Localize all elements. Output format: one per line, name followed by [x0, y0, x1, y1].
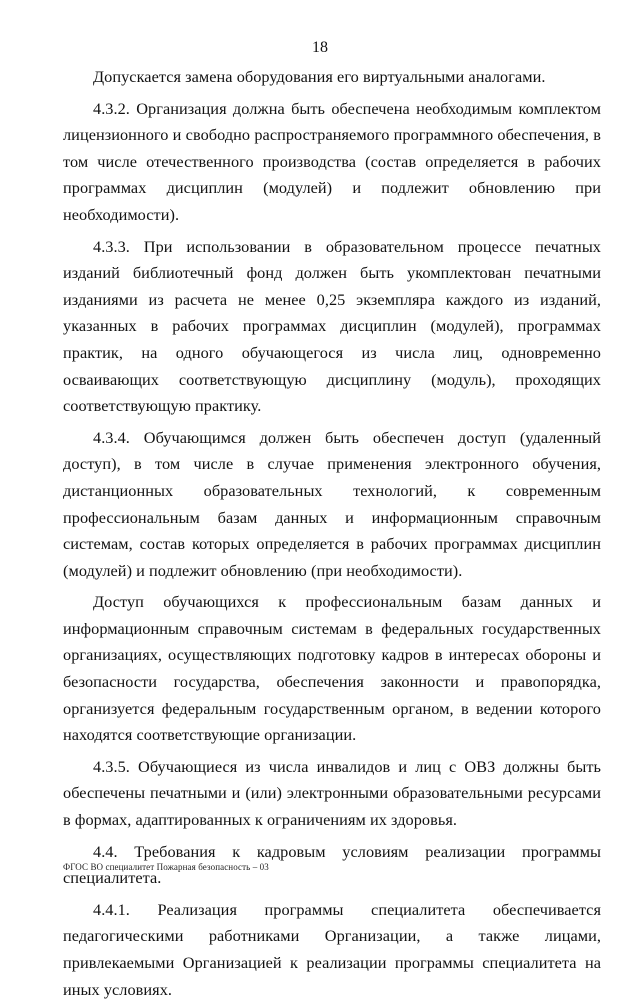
- paragraph-4-3-4: 4.3.4. Обучающимся должен быть обеспечен доступ (удаленный доступ), в том числе в случае применения электронного обучения, дистанционных образовательных технологий, к современным профессиональным базам данных и информационным справочным системам, состав которых определяется в рабочих программах дисциплин (модулей) и подлежит обновлению (при необходимости).: [63, 427, 601, 580]
- page-number: 18: [312, 39, 328, 56]
- paragraph-equipment-replacement: Допускается замена оборудования его виртуальными аналогами.: [93, 67, 546, 86]
- paragraph-4-4: 4.4. Требования к кадровым условиям реализации программы специалитета.: [63, 841, 601, 888]
- footer-text: ФГОС ВО специалитет Пожарная безопасность – 03: [63, 862, 269, 872]
- paragraph-access-databases: Доступ обучающихся к профессиональным базам данных и информационным справочным системам в федеральных государственных организациях, осуществляющих подготовку кадров в интересах обороны и безопасности государства, обеспечения законности и правопорядка, организуется федеральным государственным органом, в ведении которого находятся соответствующие организации.: [63, 592, 601, 745]
- paragraph-4-3-5: 4.3.5. Обучающиеся из числа инвалидов и лиц с ОВЗ должны быть обеспечены печатными и (или) электронными образовательными ресурсами в формах, адаптированных к ограничениям их здоровья.: [63, 756, 601, 830]
- paragraph-4-3-3: 4.3.3. При использовании в образовательном процессе печатных изданий библиотечный фонд должен быть укомплектован печатными изданиями из расчета не менее 0,25 экземпляра каждого из изданий, указанных в рабочих программах дисциплин (модулей), программах практик, на одного обучающегося из числа лиц, одновременно осваивающих соответствующую дисциплину (модуль), проходящих соответствующую практику.: [63, 236, 601, 416]
- paragraph-4-3-2: 4.3.2. Организация должна быть обеспечена необходимым комплектом лицензионного и свободно распространяемого программного обеспечения, в том числе отечественного производства (состав определяется в рабочих программах дисциплин (модулей) и подлежит обновлению при необходимости).: [63, 98, 601, 224]
- paragraph-4-4-1: 4.4.1. Реализация программы специалитета обеспечивается педагогическими работниками Организации, а также лицами, привлекаемыми Организацией к реализации программы специалитета на иных условиях.: [63, 899, 601, 999]
